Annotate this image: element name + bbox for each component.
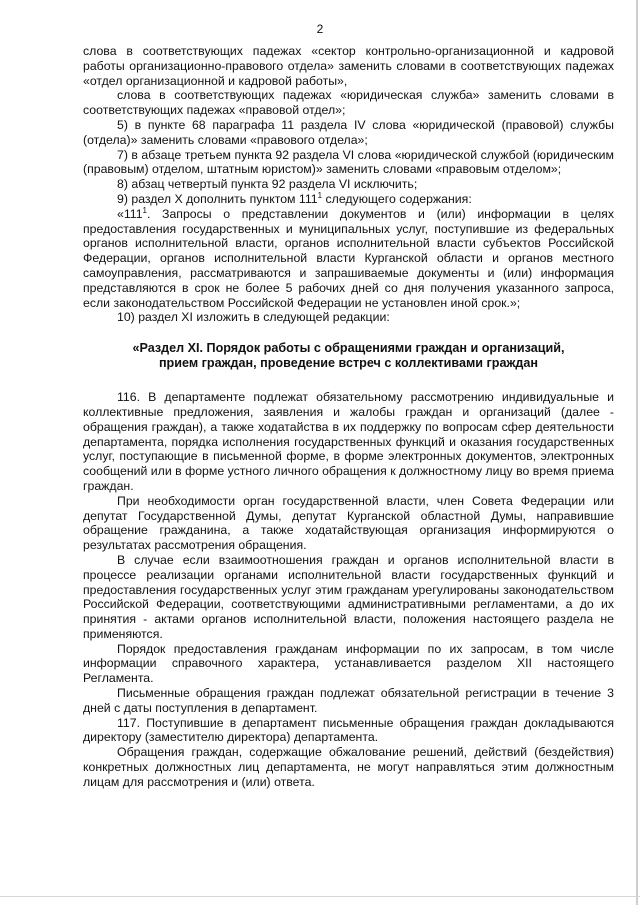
paragraph-item-9 (83, 192, 614, 207)
paragraph: В случае если взаимоотношения граждан и органов исполнительной власти в процессе реализации органами исполнительной власти государственных функций и предоставления государственных услуг этим гражданам урегулированы законодательством Российской Федерации, соответствующими административными регламентами, а до их принятия - актами органов исполнительной власти, положения настоящего раздела не применяются. (83, 552, 614, 641)
paragraph: слова в соответствующих падежах «сектор контрольно-организационной и кадровой работы организационно-правового отдела» заменить словами в соответствующих падежах «отдел организационной и кадровой работы», (83, 44, 614, 88)
paragraph: 116. В департаменте подлежат обязательному рассмотрению индивидуальные и коллективные предложения, заявления и жалобы граждан и организаций (далее - обращения граждан), а также ходатайства в их поддержку по вопросам сфер деятельности департамента, порядка исполнения государственных функций и оказания государственных услуг, поступающие в письменной форме, в форме электронных документов, электронных сообщений или в форме устного личного обращения к должностному лицу во время приема граждан. (83, 390, 614, 493)
scan-edge (0, 896, 640, 897)
section-title (83, 341, 614, 371)
section-title-line1: «Раздел XI. Порядок работы с обращениями граждан и организаций, (132, 341, 565, 356)
paragraph: При необходимости орган государственной власти, член Совета Федерации или депутат Государственной Думы, депутат Курганской областной Думы, направившие обращение гражданина, а также ходатайствующая организация информируются о результатах рассмотрения обращения. (83, 493, 614, 553)
item9-lead: 9) раздел X дополнить пунктом 111 (117, 191, 318, 206)
scan-edge (636, 0, 638, 905)
paragraph: слова в соответствующих падежах «юридическая служба» заменить словами в соответствующих падежах «правовой отдел»; (83, 88, 614, 118)
paragraph-item-10: 10) раздел XI изложить в следующей редакции: (117, 310, 390, 325)
paragraph: Порядок предоставления гражданам информации по их запросам, в том числе информации справочного характера, устанавливается разделом XII настоящего Регламента. (83, 641, 614, 686)
page-number: 2 (316, 22, 324, 36)
paragraph: Письменные обращения граждан подлежат обязательной регистрации в течение 3 дней с даты поступления в департамент. (83, 686, 614, 715)
paragraph: 117. Поступившие в департамент письменные обращения граждан докладываются директору (заместителю директора) департамента. (83, 715, 614, 745)
paragraph: 8) абзац четвертый пункта 92 раздела VI исключить; (117, 177, 418, 192)
paragraph-item-111 (83, 207, 614, 311)
document-body (83, 44, 614, 790)
section-title-line2: прием граждан, проведение встреч с коллективами граждан (158, 356, 539, 371)
paragraph: Обращения граждан, содержащие обжалование решений, действий (бездействия) конкретных должностных лиц департамента, не могут направляться этим должностным лицам для рассмотрения и (или) ответа. (83, 745, 614, 789)
paragraph: 7) в абзаце третьем пункта 92 раздела VI слова «юридической службой (юридическим (правовым) отделом, штатным юристом)» заменить словами «правовым отделом»; (83, 147, 614, 177)
item111-text: . Запросы о представлении документов и (или) информации в целях предоставления государственных и муниципальных услуг, поступившие из федеральных органов исполнительной власти, органов исполнительной власти субъектов Российской Федерации, органов исполнительной власти Курганской области и органов местного самоуправления, рассматриваются и запрашиваемые документы и (или) информация представляются в срок не более 5 рабочих дней со дня получения указанного запроса, если законодательством Российской Федерации не установлен иной срок.»; (83, 206, 614, 310)
item111-lead: «111 (117, 206, 143, 221)
item111-sup: 1 (142, 205, 147, 215)
item9-tail: следующего содержания: (322, 191, 472, 206)
item9-sup: 1 (317, 190, 323, 200)
paragraph: 5) в пункте 68 параграфа 11 раздела IV слова «юридической (правовой) службы (отдела)» заменить словами «правового отдела»; (83, 117, 614, 147)
